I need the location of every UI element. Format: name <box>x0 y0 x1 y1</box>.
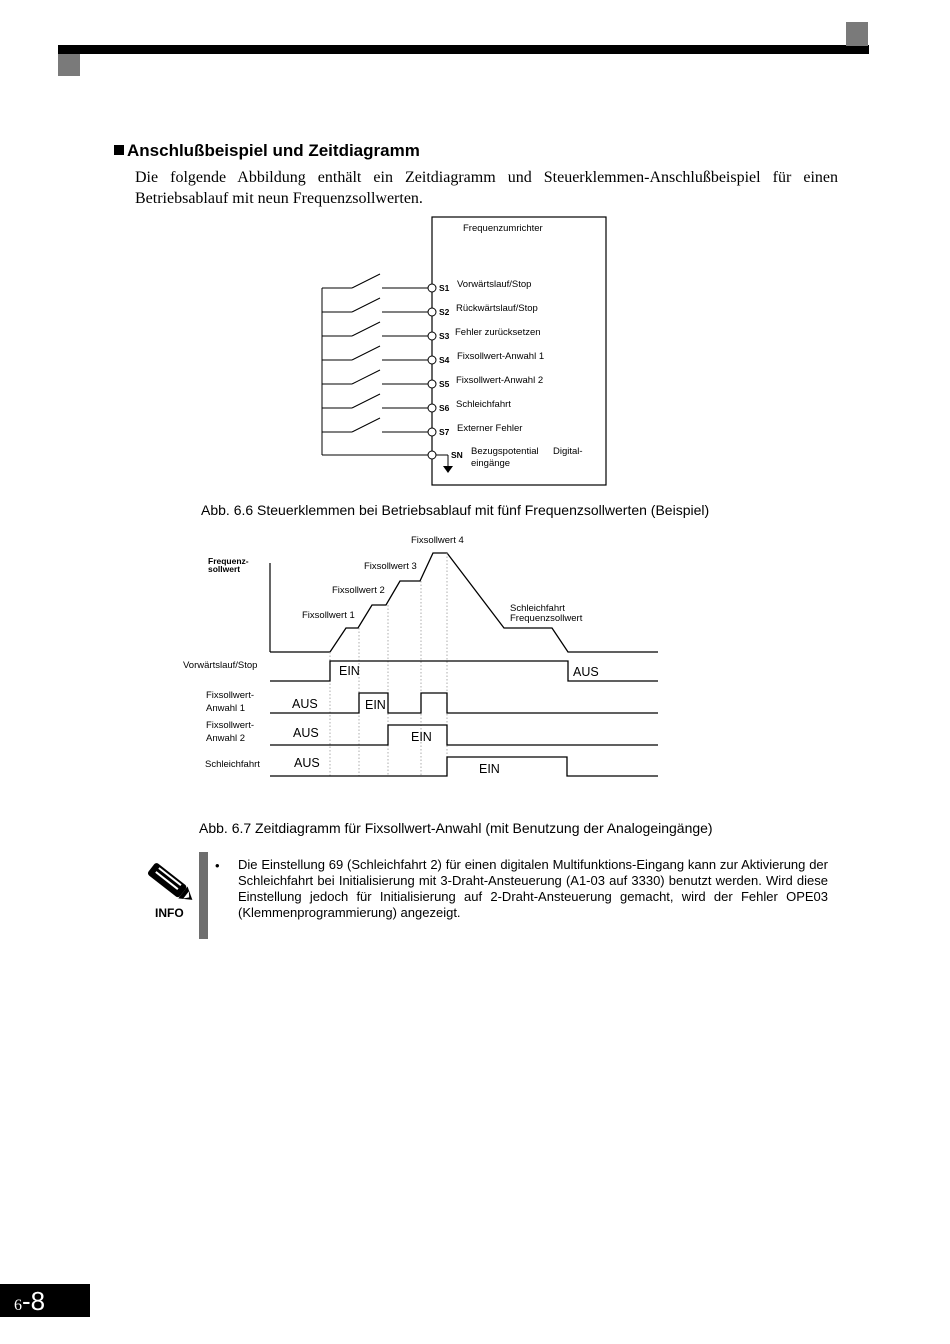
row-fwd-label: Vorwärtslauf/Stop <box>183 660 258 671</box>
signal-jog <box>270 757 658 776</box>
label-jog-2: Frequenzsollwert <box>510 613 583 624</box>
jog-on: EIN <box>479 762 500 776</box>
label-jog-1: Schleichfahrt <box>510 603 565 614</box>
info-bar <box>199 852 208 939</box>
row-ms2-label-a: Fixsollwert- <box>206 720 255 731</box>
freq-label-2: sollwert <box>208 564 241 574</box>
sn-label-1b: Digital- <box>553 446 583 457</box>
inverter-title: Frequenzumrichter <box>463 223 543 234</box>
label-fix2: Fixsollwert 2 <box>332 585 385 596</box>
switch-row-s2-id: S2 <box>439 307 450 317</box>
chapter-number: 6 <box>14 1297 22 1314</box>
switch-row-s7-id: S7 <box>439 427 450 437</box>
row-ms1-label-a: Fixsollwert- <box>206 690 255 701</box>
row-ms2-label-b: Anwahl 2 <box>206 733 246 744</box>
label-fix1: Fixsollwert 1 <box>302 610 355 621</box>
ms1-off: AUS <box>292 697 318 711</box>
label-fix4: Fixsollwert 4 <box>411 535 464 546</box>
jog-off: AUS <box>294 756 320 770</box>
switch-row-s6-id: S6 <box>439 403 450 413</box>
ms2-on: EIN <box>411 730 432 744</box>
figure1-caption: Abb. 6.6 Steuerklemmen bei Betriebsablauf mit fünf Frequenzsollwerten (Beispiel) <box>201 502 710 518</box>
freq-label-1: Frequenz- <box>208 556 249 566</box>
page-index: -8 <box>22 1286 46 1316</box>
switch-row-s5-label: Fixsollwert-Anwahl 2 <box>456 375 544 386</box>
switch-row-s1-label: Vorwärtslauf/Stop <box>457 279 532 290</box>
row-ms1-label-b: Anwahl 1 <box>206 703 246 714</box>
signal-fwd <box>270 661 658 681</box>
figure2-caption: Abb. 6.7 Zeitdiagramm für Fixsollwert-Anwahl (mit Benutzung der Analogeingänge) <box>199 820 713 836</box>
label-fix3: Fixsollwert 3 <box>364 561 417 572</box>
switch-row-s4-label: Fixsollwert-Anwahl 1 <box>457 351 545 362</box>
sn-id: SN <box>451 450 463 460</box>
row-jog-label: Schleichfahrt <box>205 759 260 770</box>
switch-row-s3-label: Fehler zurücksetzen <box>455 327 541 338</box>
switch-row-s7-label: Externer Fehler <box>457 423 523 434</box>
fwd-off: AUS <box>573 665 599 679</box>
sn-label-2: eingänge <box>471 458 511 469</box>
section-heading-text: Anschlußbeispiel und Zeitdiagramm <box>127 141 420 160</box>
info-label: INFO <box>155 906 184 920</box>
switch-row-s6-label: Schleichfahrt <box>456 399 511 410</box>
info-bullet: • <box>215 858 220 873</box>
switch-row-s4-id: S4 <box>439 355 450 365</box>
fwd-on: EIN <box>339 664 360 678</box>
freq-reference-curve <box>270 553 658 652</box>
info-text: Die Einstellung 69 (Schleichfahrt 2) für einen digitalen Multifunktions-Eingang kann zur Aktivierung der Schleichfahrt bei Initialisierung mit 3-Draht-Ansteuerung (A1-03 auf 3330) benutzt werden. Wird diese Einstellung jedoch für Initialisierung auf 2-Draht-Ansteuerung gemacht, wird der Fehler OPE03 (Klemmenprogrammierung) angezeigt. <box>238 857 828 920</box>
switch-row-s2-label: Rückwärtslauf/Stop <box>456 303 538 314</box>
switch-row-s5-id: S5 <box>439 379 450 389</box>
ms2-off: AUS <box>293 726 319 740</box>
switch-row-s1-id: S1 <box>439 283 450 293</box>
signal-ms2 <box>270 725 658 745</box>
ms1-on: EIN <box>365 698 386 712</box>
sn-label-1: Bezugspotential <box>471 446 539 457</box>
pencil-icon <box>140 858 200 908</box>
switch-row-s3-id: S3 <box>439 331 450 341</box>
page-number <box>14 1286 45 1317</box>
intro-paragraph: Die folgende Abbildung enthält ein Zeitdiagramm und Steuerklemmen-Anschlußbeispiel für einen Betriebsablauf mit neun Frequenzsollwerten. <box>135 169 838 207</box>
signal-ms1 <box>270 693 658 713</box>
